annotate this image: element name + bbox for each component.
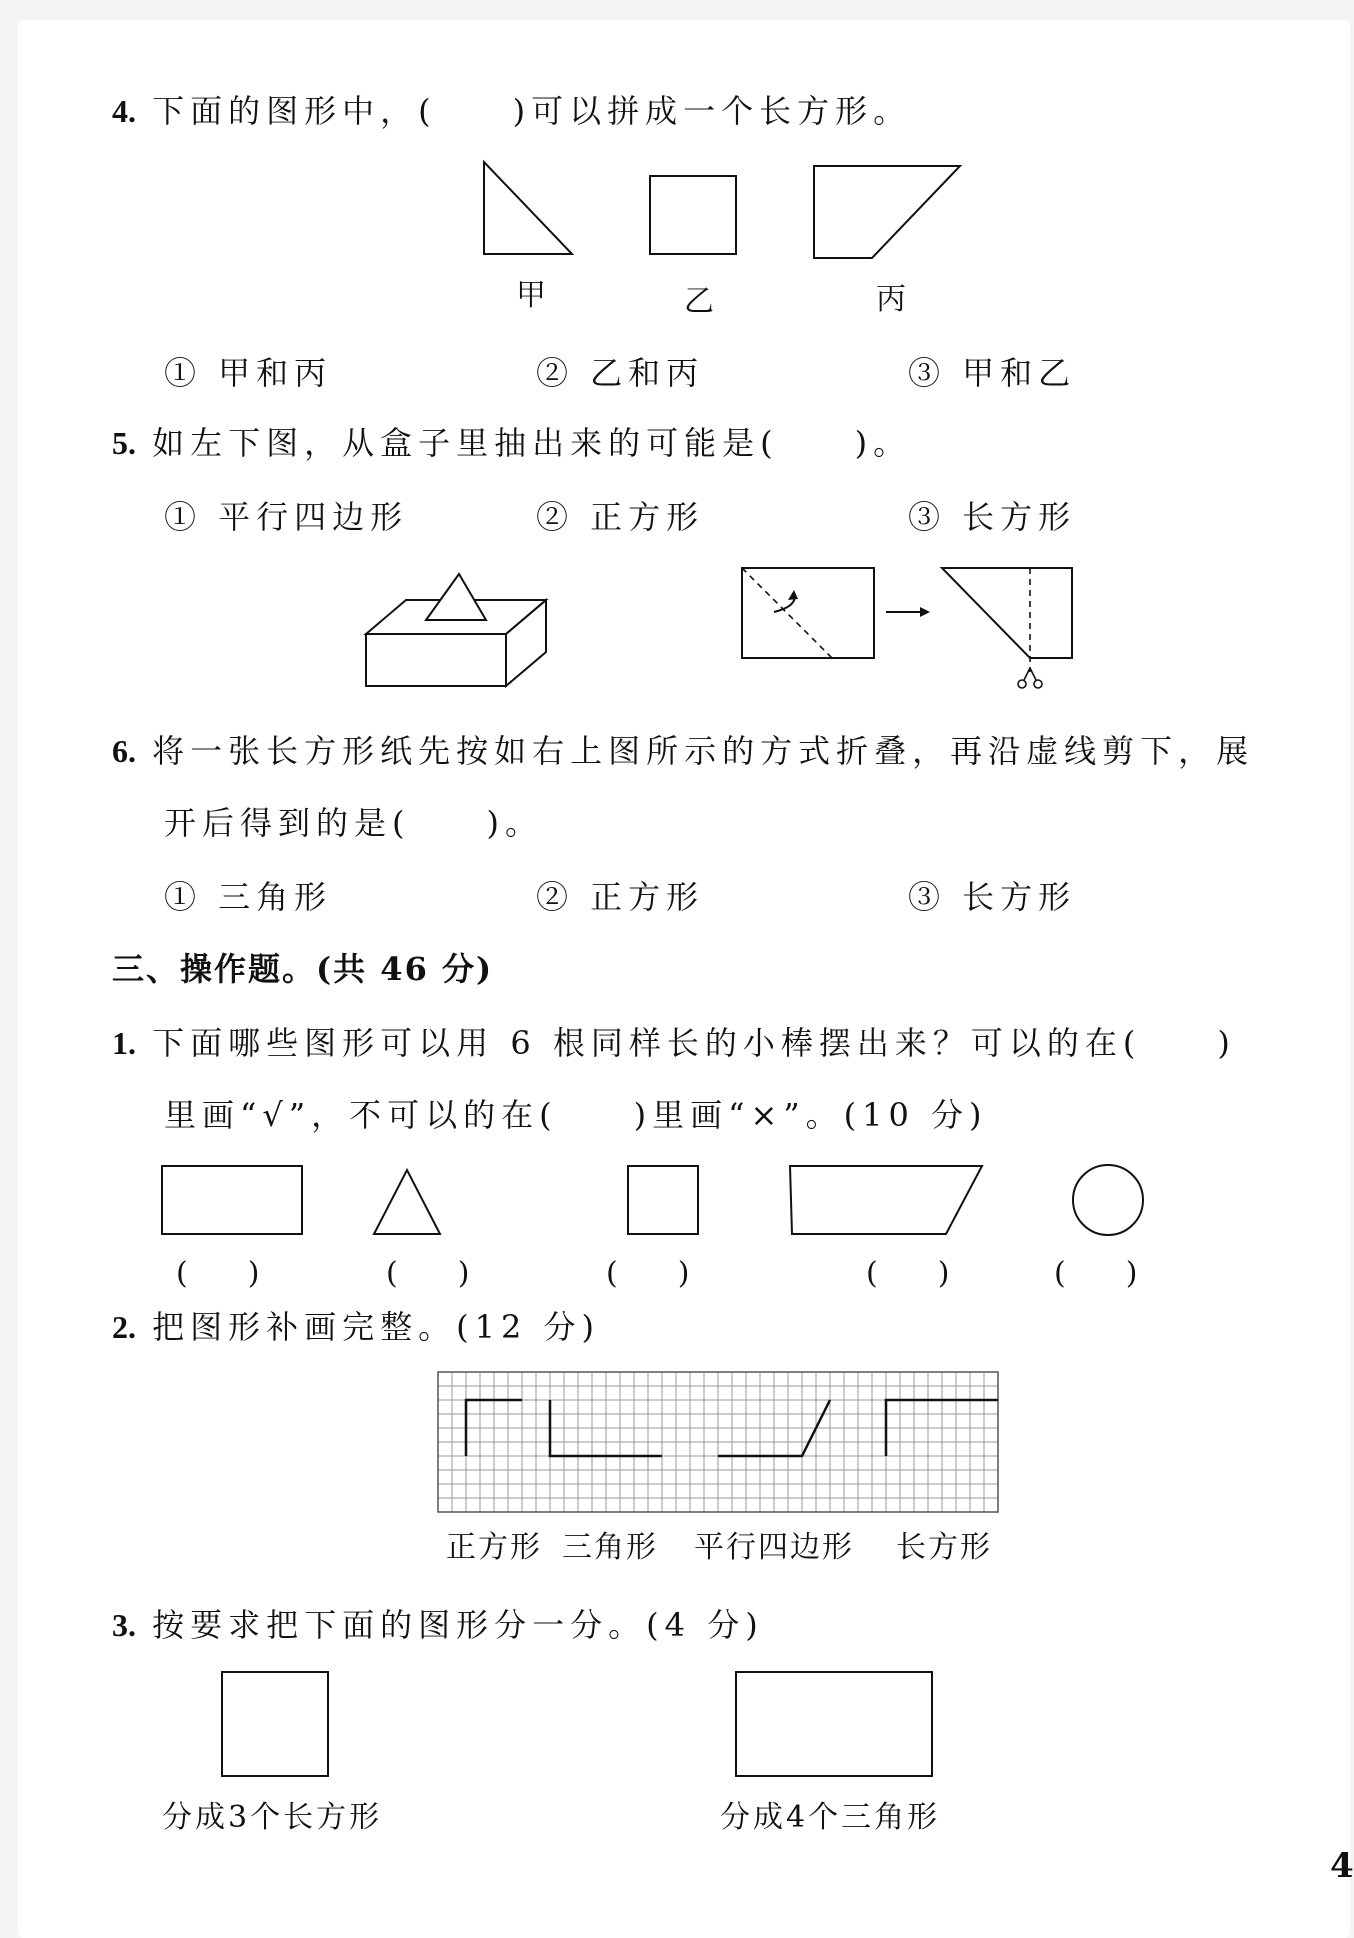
- op3-shapes: [220, 1670, 940, 1780]
- box-side: [506, 600, 546, 686]
- q5-text: 如左下图，从盒子里抽出来的可能是( )。: [152, 424, 912, 462]
- op2-number: 2.: [112, 1309, 136, 1345]
- grid-lines: [438, 1372, 998, 1512]
- answer-paren-2[interactable]: ( ): [386, 1256, 470, 1291]
- paper-rectangle: [742, 568, 874, 658]
- q5-option-3: ③ 长方形: [908, 498, 1077, 536]
- shape-triangle: [374, 1170, 440, 1234]
- q5-question: [112, 418, 911, 464]
- trapezoid-bing: [814, 166, 960, 258]
- label-jia: 甲: [516, 278, 549, 313]
- op1-text-line2: 里画“√”，不可以的在( )里画“×”。(10 分): [164, 1096, 988, 1134]
- q6-question-line1: [112, 726, 1254, 772]
- q4-option-2: ② 乙和丙: [536, 354, 705, 392]
- divide-square: [222, 1672, 328, 1776]
- fold-figure: [738, 566, 1078, 694]
- q6-option-3: ③ 长方形: [908, 878, 1077, 916]
- answer-paren-4[interactable]: ( ): [866, 1256, 950, 1291]
- page-number: 4: [1330, 1846, 1354, 1886]
- triangle-in-box: [426, 574, 486, 620]
- triangle-jia: [484, 162, 572, 254]
- shape-rectangle: [162, 1166, 302, 1234]
- section-title-suffix: 分): [428, 950, 494, 988]
- op3-question: [112, 1600, 764, 1646]
- shape-square: [628, 1166, 698, 1234]
- op2-question: [112, 1302, 600, 1348]
- op3-label-2: 分成4个三角形: [720, 1800, 941, 1835]
- answer-paren-3[interactable]: ( ): [606, 1256, 690, 1291]
- op1-question-line1: [112, 1018, 1236, 1064]
- op3-label-1: 分成3个长方形: [162, 1800, 383, 1835]
- section-title: [112, 944, 493, 990]
- q4-option-3: ③ 甲和乙: [908, 354, 1077, 392]
- q4-shapes: [480, 158, 1000, 268]
- section-title-score: 46: [380, 950, 429, 988]
- grid-label-parallelogram: 平行四边形: [694, 1530, 854, 1565]
- q6-text-line1: 将一张长方形纸先按如右上图所示的方式折叠，再沿虚线剪下，展: [152, 732, 1255, 770]
- q4-question: [112, 86, 911, 132]
- q6-number: 6.: [112, 733, 136, 769]
- fold-line: [742, 568, 832, 658]
- op1-text-line1: 下面哪些图形可以用 6 根同样长的小棒摆出来？可以的在( ): [152, 1024, 1236, 1062]
- label-yi: 乙: [684, 284, 717, 319]
- square-yi: [650, 176, 736, 254]
- q5-number: 5.: [112, 425, 136, 461]
- q6-option-1: ① 三角形: [164, 878, 333, 916]
- q4-number: 4.: [112, 93, 136, 129]
- q4-text: 下面的图形中，( )可以拼成一个长方形。: [152, 92, 912, 130]
- grid-label-rectangle: 长方形: [896, 1530, 992, 1565]
- right-arrow-icon: [920, 607, 930, 617]
- box-front: [366, 634, 506, 686]
- grid-label-square: 正方形: [446, 1530, 542, 1565]
- op1-shapes: [160, 1162, 1150, 1242]
- box-figure: [364, 570, 554, 688]
- op3-number: 3.: [112, 1607, 136, 1643]
- op1-number: 1.: [112, 1025, 136, 1061]
- op2-text: 把图形补画完整。(12 分): [152, 1308, 601, 1346]
- folded-paper: [942, 568, 1072, 658]
- q6-text-line2: 开后得到的是( )。: [164, 804, 543, 842]
- q6-option-2: ② 正方形: [536, 878, 705, 916]
- shape-circle: [1073, 1165, 1143, 1235]
- grid-figure: [438, 1372, 1002, 1514]
- answer-paren-1[interactable]: ( ): [176, 1256, 260, 1291]
- shape-parallelogram: [790, 1166, 982, 1234]
- divide-rectangle: [736, 1672, 932, 1776]
- q5-option-2: ② 正方形: [536, 498, 705, 536]
- label-bing: 丙: [876, 282, 909, 317]
- fold-arrow-icon: [788, 590, 798, 600]
- answer-paren-5[interactable]: ( ): [1054, 1256, 1138, 1291]
- op3-text: 按要求把下面的图形分一分。(4 分): [152, 1606, 764, 1644]
- section-title-prefix: 三、操作题。(共: [112, 950, 381, 988]
- q4-option-1: ① 甲和丙: [164, 354, 333, 392]
- q5-option-1: ① 平行四边形: [164, 498, 409, 536]
- grid-label-triangle: 三角形: [562, 1530, 658, 1565]
